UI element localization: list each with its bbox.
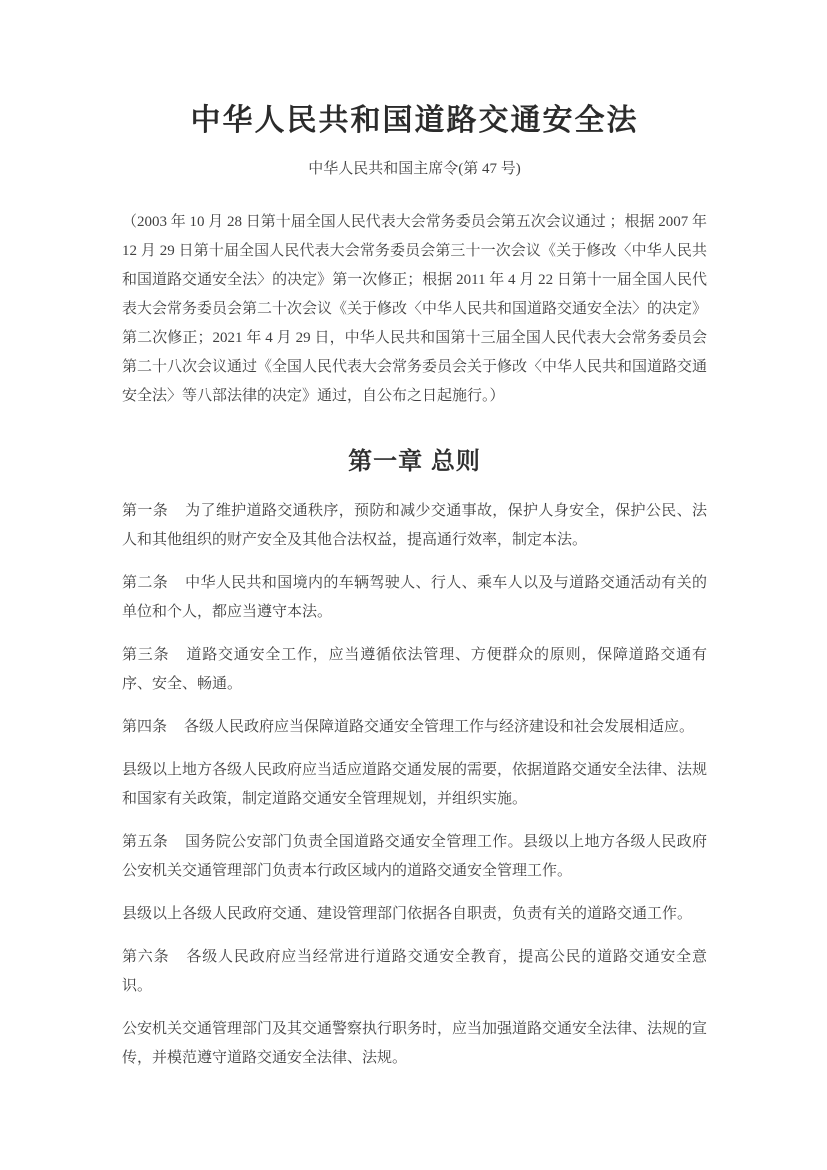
chapter-heading: 第一章 总则: [348, 448, 481, 475]
article-number: 第五条: [122, 834, 169, 850]
article-paragraph: [122, 756, 707, 814]
presidential-order-subtitle: 中华人民共和国主席令(第 47 号): [308, 161, 521, 177]
article-paragraph: [122, 569, 707, 627]
article-text: 各级人民政府应当经常进行道路交通安全教育，提高公民的道路交通安全意识。: [122, 949, 707, 994]
article-text: 县级以上地方各级人民政府应当适应道路交通发展的需要，依据道路交通安全法律、法规和国家有关政策，制定道路交通安全管理规划，并组织实施。: [122, 762, 708, 807]
article-text: 公安机关交通管理部门及其交通警察执行职务时，应当加强道路交通安全法律、法规的宣传，并模范遵守道路交通安全法律、法规。: [122, 1021, 708, 1066]
article-paragraph: [122, 641, 707, 699]
document-title: 中华人民共和国道路交通安全法: [190, 103, 639, 138]
preamble-paragraph: （2003 年 10 月 28 日第十届全国人民代表大会常务委员会第五次会议通过 ；根据 2007 年 12 月 29 日第十届全国人民代表大会常务委员会第三十一次会议《关于修改〈中华人民共和国道路交通安全法〉的决定》第一次修正；根据 2011 年 4 月 22 日第十一届全国人民代表大会常务委员会第二十次会议《关于修改〈中华人民共和国道路交通安全法〉的决定》第二次修正；2021 年 4 月 29 日，中华人民共和国第十三届全国人民代表大会常务委员会第二十八次会议通过《全国人民代表大会常务委员会关于修改〈中华人民共和国道路交通安全法〉等八部法律的决定》通过，自公布之日起施行。）: [122, 214, 708, 404]
article-paragraph: [122, 713, 707, 742]
article-paragraph: [122, 900, 707, 929]
article-number: 第二条: [122, 575, 169, 591]
article-text: 道路交通安全工作，应当遵循依法管理、方便群众的原则，保障道路交通有序、安全、畅通。: [122, 647, 707, 692]
article-text: 各级人民政府应当保障道路交通安全管理工作与经济建设和社会发展相适应。: [184, 719, 695, 735]
article-text: 国务院公安部门负责全国道路交通安全管理工作。县级以上地方各级人民政府公安机关交通管理部门负责本行政区域内的道路交通安全管理工作。: [122, 834, 707, 879]
article-text: 县级以上各级人民政府交通、建设管理部门依据各自职责，负责有关的道路交通工作。: [122, 906, 693, 922]
article-paragraph: [122, 943, 707, 1001]
article-number: 第六条: [122, 949, 170, 965]
article-number: 第一条: [122, 503, 169, 519]
article-paragraph: [122, 828, 707, 886]
article-number: 第四条: [122, 719, 168, 735]
article-text: 为了维护道路交通秩序，预防和减少交通事故，保护人身安全，保护公民、法人和其他组织的财产安全及其他合法权益，提高通行效率，制定本法。: [122, 503, 707, 548]
article-paragraph: [122, 1015, 707, 1073]
article-text: 中华人民共和国境内的车辆驾驶人、行人、乘车人以及与道路交通活动有关的单位和个人，都应当遵守本法。: [122, 575, 707, 620]
article-paragraph: [122, 497, 707, 555]
article-number: 第三条: [122, 647, 170, 663]
articles-section: [122, 497, 707, 1073]
